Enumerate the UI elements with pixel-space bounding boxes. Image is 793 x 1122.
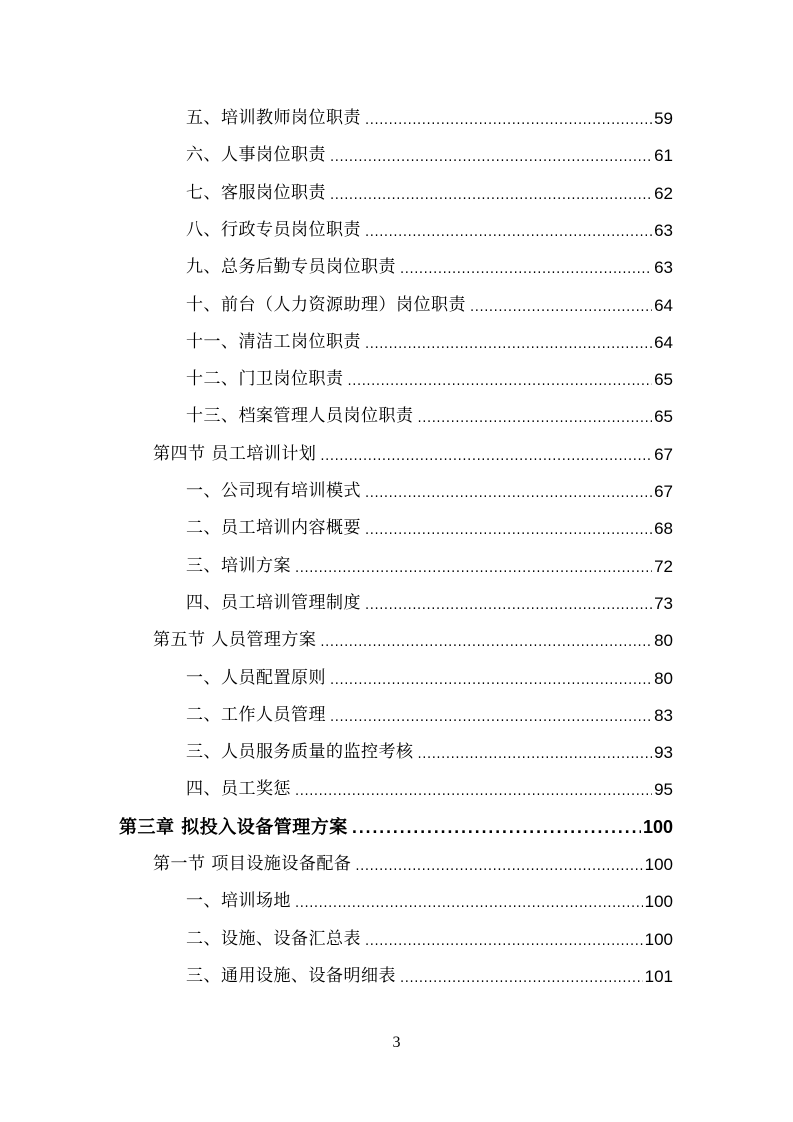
- toc-entry[interactable]: [186, 324, 673, 361]
- toc-entry-title: 九、总务后勤专员岗位职责: [186, 257, 396, 278]
- toc-entry-page: 67: [654, 444, 673, 464]
- toc-entry-title: 五、培训教师岗位职责: [186, 108, 361, 128]
- toc-entry-title: 十三、档案管理人员岗位职责: [186, 406, 414, 427]
- toc-entry-title: 第五节 人员管理方案: [153, 630, 317, 651]
- toc-entry-title: 十一、清洁工岗位职责: [186, 331, 361, 352]
- toc-entry[interactable]: [186, 361, 673, 398]
- toc-entry[interactable]: [186, 697, 673, 734]
- toc-entry[interactable]: [153, 622, 673, 659]
- toc-entry[interactable]: [186, 398, 673, 435]
- dot-leader: [355, 846, 642, 883]
- dot-leader: [365, 324, 652, 361]
- toc-entry-page: 100: [644, 892, 673, 912]
- toc-entry-title: 三、通用设施、设备明细表: [186, 965, 396, 986]
- toc-entry-page: 95: [654, 780, 673, 800]
- dot-leader: [352, 809, 641, 846]
- toc-entry[interactable]: [186, 958, 673, 995]
- dot-leader: [295, 548, 652, 585]
- toc-entry-title: 八、行政专员岗位职责: [186, 219, 361, 240]
- dot-leader: [400, 958, 643, 995]
- toc-entry-page: 62: [654, 183, 673, 203]
- toc-entry-page: 65: [654, 407, 673, 427]
- toc-entry[interactable]: [186, 473, 673, 510]
- dot-leader: [295, 771, 652, 808]
- toc-entry-page: 64: [654, 332, 673, 352]
- dot-leader: [365, 921, 643, 958]
- toc-entry-page: 100: [642, 816, 673, 837]
- toc-entry[interactable]: [186, 883, 673, 920]
- toc-entry[interactable]: [186, 287, 673, 324]
- toc-entry-page: 80: [654, 631, 673, 651]
- dot-leader: [400, 249, 652, 286]
- toc-entry-title: 二、工作人员管理: [186, 704, 326, 725]
- toc-entry-page: 61: [654, 146, 673, 166]
- toc-entry-title: 四、员工培训管理制度: [186, 592, 361, 613]
- dot-leader: [320, 622, 652, 659]
- dot-leader: [330, 175, 652, 212]
- dot-leader: [365, 510, 652, 547]
- dot-leader: [330, 137, 652, 174]
- toc-entry-page: 100: [644, 929, 673, 949]
- toc-entry-page: 93: [654, 743, 673, 763]
- toc-entry[interactable]: [186, 175, 673, 212]
- dot-leader: [330, 660, 652, 697]
- toc-entry[interactable]: [186, 100, 673, 137]
- toc-entry[interactable]: [186, 585, 673, 622]
- dot-leader: [418, 734, 653, 771]
- toc-entry-page: 63: [654, 220, 673, 240]
- toc-entry-title: 七、客服岗位职责: [186, 182, 326, 203]
- toc-entry-title: 二、设施、设备汇总表: [186, 928, 361, 949]
- dot-leader: [365, 473, 652, 510]
- toc-entry-page: 68: [654, 519, 673, 539]
- toc-entry-page: 59: [654, 109, 673, 128]
- toc-entry-page: 64: [654, 295, 673, 315]
- toc-chapter-entry[interactable]: [119, 809, 673, 846]
- toc-entry-title: 十、前台（人力资源助理）岗位职责: [186, 294, 466, 315]
- toc-entry-title: 第四节 员工培训计划: [153, 443, 317, 464]
- dot-leader: [470, 287, 652, 324]
- toc-entry[interactable]: [186, 734, 673, 771]
- toc-entry-title: 三、培训方案: [186, 555, 291, 576]
- toc-entry-title: 第一节 项目设施设备配备: [153, 854, 352, 874]
- toc-entry[interactable]: [186, 548, 673, 585]
- dot-leader: [330, 697, 652, 734]
- toc-entry[interactable]: [186, 212, 673, 249]
- page-number: 3: [392, 1034, 401, 1051]
- toc-entry-page: 65: [654, 370, 673, 390]
- toc-entry-page: 80: [654, 668, 673, 688]
- toc-entry-title: 六、人事岗位职责: [186, 145, 326, 166]
- toc-entry[interactable]: [186, 921, 673, 958]
- toc-entry-page: 67: [654, 482, 673, 501]
- dot-leader: [320, 436, 652, 473]
- toc-entry-title: 四、员工奖惩: [186, 779, 291, 800]
- toc-entry[interactable]: [153, 436, 673, 473]
- toc-entry-page: 100: [644, 855, 673, 874]
- toc-entry[interactable]: [186, 249, 673, 286]
- toc-entry-page: 83: [654, 705, 673, 725]
- toc-entry[interactable]: [186, 510, 673, 547]
- toc-entry-page: 101: [644, 966, 673, 986]
- toc-entry[interactable]: [186, 771, 673, 808]
- toc-entry-title: 一、公司现有培训模式: [186, 481, 361, 501]
- dot-leader: [365, 585, 652, 622]
- toc-entry-page: 63: [654, 258, 673, 278]
- dot-leader: [348, 361, 653, 398]
- toc-entry[interactable]: [153, 846, 673, 883]
- toc-entry-title: 一、培训场地: [186, 891, 291, 912]
- toc-entry-page: 73: [654, 593, 673, 613]
- dot-leader: [418, 398, 653, 435]
- toc-entry-page: 72: [654, 556, 673, 576]
- toc-entry-title: 三、人员服务质量的监控考核: [186, 742, 414, 763]
- toc-entry-title: 一、人员配置原则: [186, 667, 326, 688]
- toc-entry-title: 第三章 拟投入设备管理方案: [119, 816, 348, 838]
- toc-entry-title: 十二、门卫岗位职责: [186, 369, 344, 390]
- dot-leader: [365, 212, 652, 249]
- toc-entry[interactable]: [186, 137, 673, 174]
- toc-entry-title: 二、员工培训内容概要: [186, 518, 361, 539]
- toc-entry[interactable]: [186, 660, 673, 697]
- dot-leader: [295, 883, 643, 920]
- dot-leader: [365, 100, 652, 137]
